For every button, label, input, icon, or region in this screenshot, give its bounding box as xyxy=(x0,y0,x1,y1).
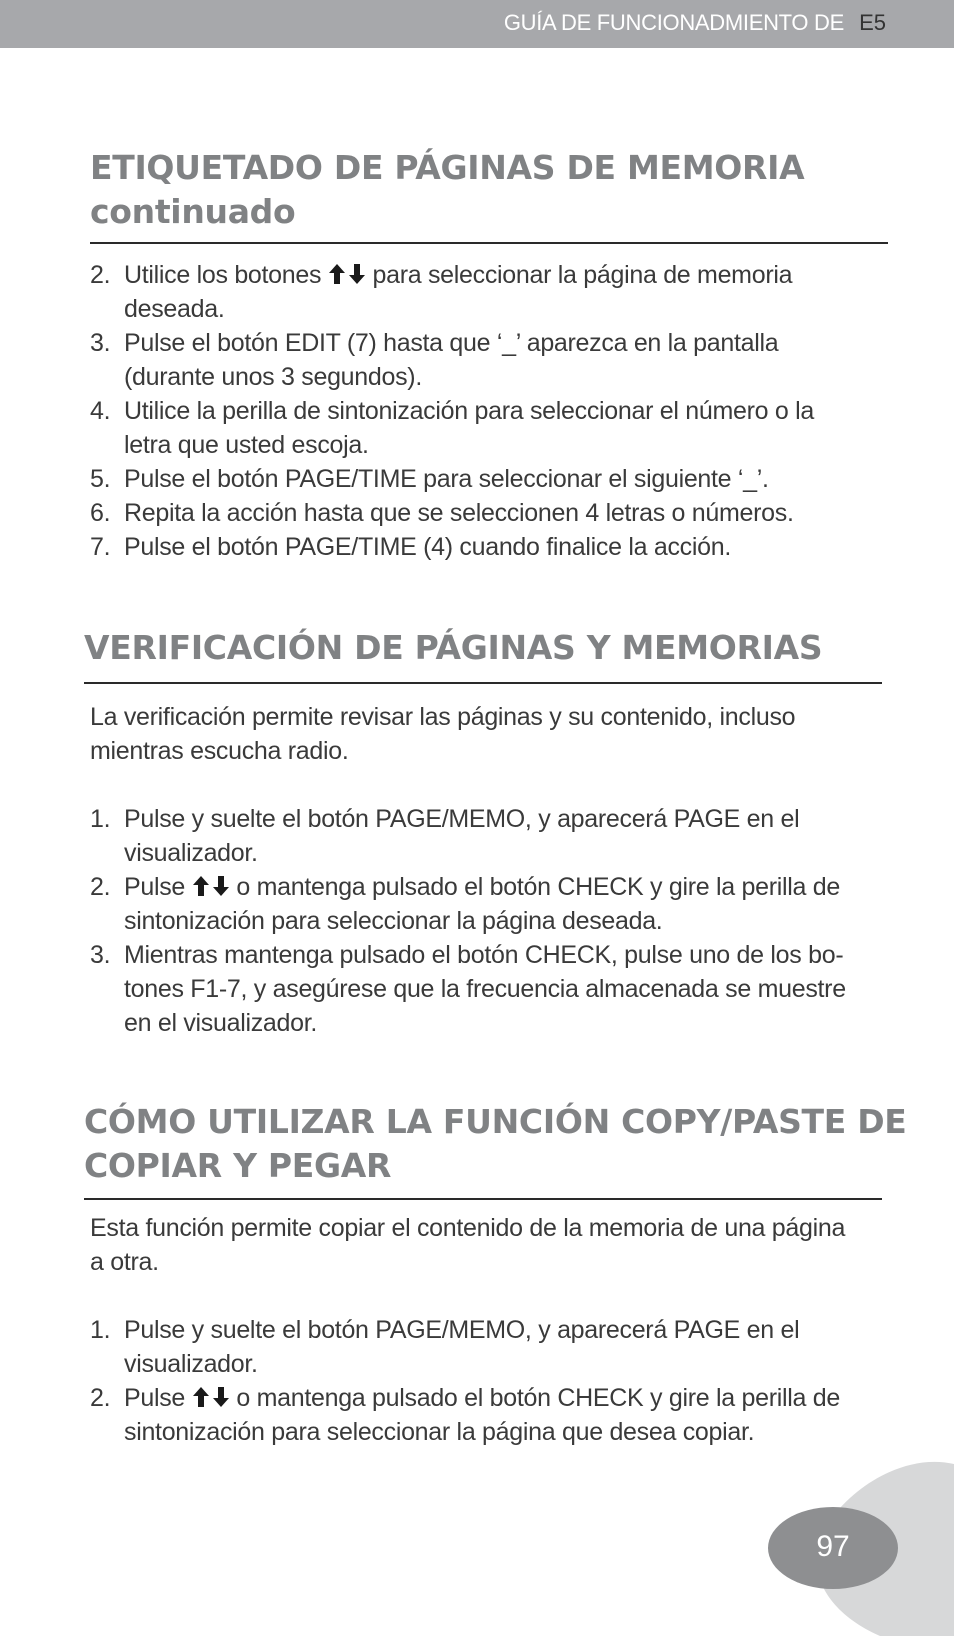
up-down-arrow-icon xyxy=(192,875,230,897)
step-item xyxy=(90,1313,920,1381)
step-text: Repita la acción hasta que se seleccionen 4 letras o números. xyxy=(124,499,794,527)
step-text: en el visualizador. xyxy=(124,1009,318,1037)
step-number: 3. xyxy=(90,329,111,357)
step-item xyxy=(90,938,920,1040)
step-number: 1. xyxy=(90,1316,111,1344)
step-text: visualizador. xyxy=(124,839,258,867)
section1-steps xyxy=(90,258,910,564)
intro-text: La verificación permite revisar las páginas y su contenido, incluso xyxy=(90,703,796,731)
step-text: sintonización para seleccionar la página deseada. xyxy=(124,907,663,935)
intro-text: a otra. xyxy=(90,1248,159,1276)
step-text: Mientras mantenga pulsado el botón CHECK, pulse uno de los bo- xyxy=(124,941,844,969)
step-item xyxy=(90,530,910,564)
section3-heading-line1: CÓMO UTILIZAR LA FUNCIÓN COPY/PASTE DE xyxy=(84,1102,907,1141)
section2-heading: VERIFICACIÓN DE PÁGINAS Y MEMORIAS xyxy=(84,628,823,667)
step-item xyxy=(90,870,920,938)
step-number: 2. xyxy=(90,1384,111,1412)
step-text: Pulse el botón EDIT (7) hasta que ‘_’ aparezca en la pantalla xyxy=(124,329,779,357)
step-text: Utilice los botones xyxy=(124,261,322,289)
step-text: letra que usted escoja. xyxy=(124,431,369,459)
section1-divider xyxy=(90,242,888,244)
step-text: Utilice la perilla de sintonización para seleccionar el número o la xyxy=(124,397,814,425)
step-item xyxy=(90,496,910,530)
step-number: 5. xyxy=(90,465,111,493)
step-text: (durante unos 3 segundos). xyxy=(124,363,422,391)
step-text: o mantenga pulsado el botón CHECK y gire la perilla de xyxy=(236,1384,840,1412)
step-item xyxy=(90,1381,920,1449)
step-item xyxy=(90,802,920,870)
section3-steps xyxy=(90,1313,920,1449)
step-number: 2. xyxy=(90,873,111,901)
intro-text: mientras escucha radio. xyxy=(90,737,349,765)
step-text: tones F1-7, y asegúrese que la frecuencia almacenada se muestre xyxy=(124,975,846,1003)
step-text: deseada. xyxy=(124,295,225,323)
up-down-arrow-icon xyxy=(328,263,366,285)
step-number: 1. xyxy=(90,805,111,833)
step-text: Pulse xyxy=(124,1384,186,1412)
up-down-arrow-icon xyxy=(192,1386,230,1408)
header-title: GUÍA DE FUNCIONADMIENTO DE xyxy=(503,10,844,35)
section1-heading xyxy=(90,146,804,234)
step-item xyxy=(90,258,910,326)
step-number: 6. xyxy=(90,499,111,527)
step-text: sintonización para seleccionar la página que desea copiar. xyxy=(124,1418,755,1446)
step-text: Pulse el botón PAGE/TIME para seleccionar el siguiente ‘_’. xyxy=(124,465,769,493)
step-number: 7. xyxy=(90,533,111,561)
header-code: E5 xyxy=(859,10,886,35)
step-text: visualizador. xyxy=(124,1350,258,1378)
section2-steps xyxy=(90,802,920,1040)
section2-intro xyxy=(90,700,920,768)
section1-heading-line1: ETIQUETADO DE PÁGINAS DE MEMORIA xyxy=(90,148,805,187)
section2-divider xyxy=(84,682,882,684)
step-text: Pulse el botón PAGE/TIME (4) cuando finalice la acción. xyxy=(124,533,731,561)
step-text: Pulse y suelte el botón PAGE/MEMO, y aparecerá PAGE en el xyxy=(124,1316,800,1344)
section3-heading xyxy=(84,1100,907,1188)
page-number: 97 xyxy=(816,1530,850,1563)
section3-divider xyxy=(84,1198,882,1200)
step-text: para seleccionar la página de memoria xyxy=(372,261,793,289)
step-item xyxy=(90,394,910,462)
section3-heading-line2: COPIAR Y PEGAR xyxy=(84,1146,392,1185)
step-text: Pulse y suelte el botón PAGE/MEMO, y aparecerá PAGE en el xyxy=(124,805,800,833)
step-item xyxy=(90,326,910,394)
step-number: 2. xyxy=(90,261,111,289)
section1-heading-line2: continuado xyxy=(90,192,296,231)
intro-text: Esta función permite copiar el contenido de la memoria de una página xyxy=(90,1214,846,1242)
step-number: 3. xyxy=(90,941,111,969)
step-item xyxy=(90,462,910,496)
step-number: 4. xyxy=(90,397,111,425)
step-text: o mantenga pulsado el botón CHECK y gire la perilla de xyxy=(236,873,840,901)
section3-intro xyxy=(90,1211,930,1279)
step-text: Pulse xyxy=(124,873,186,901)
